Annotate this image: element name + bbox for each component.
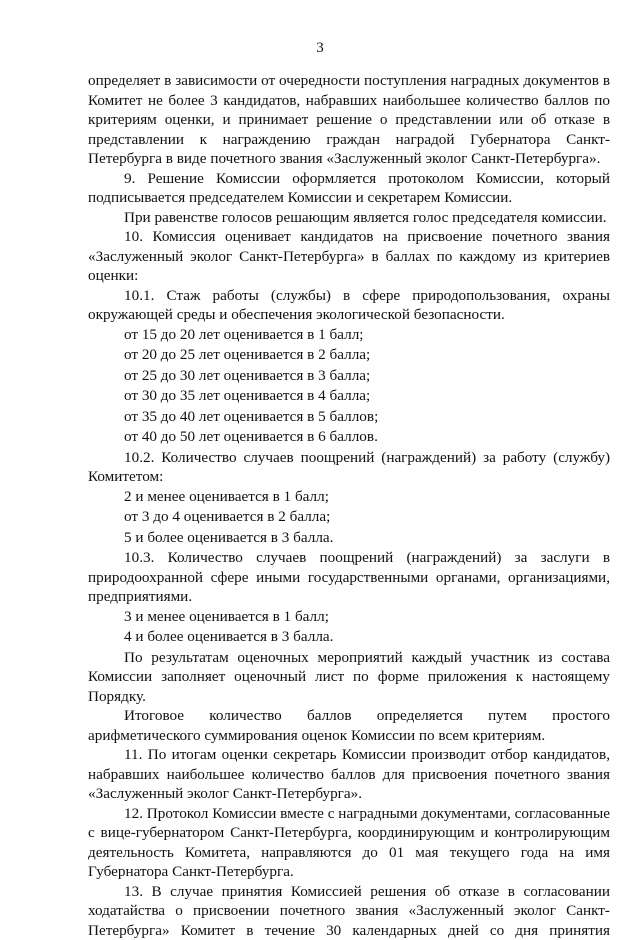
list-item: от 30 до 35 лет оценивается в 4 балла; bbox=[88, 386, 610, 407]
paragraph-evaluation-sheet: По результатам оценочных мероприятий каждый участник из состава Комиссии заполняет оценочный лист по форме приложения к настоящему Порядку. bbox=[88, 648, 610, 707]
paragraph-9: 9. Решение Комиссии оформляется протоколом Комиссии, который подписывается председателем Комиссии и секретарем Комиссии. bbox=[88, 169, 610, 208]
list-item: от 20 до 25 лет оценивается в 2 балла; bbox=[88, 345, 610, 366]
list-item: от 3 до 4 оценивается в 2 балла; bbox=[88, 507, 610, 528]
paragraph-10-2: 10.2. Количество случаев поощрений (награждений) за работу (службу) Комитетом: bbox=[88, 448, 610, 487]
stazh-score-list bbox=[88, 325, 610, 448]
inye-score-list bbox=[88, 607, 610, 648]
document-body bbox=[88, 71, 610, 940]
paragraph-10: 10. Комиссия оценивает кандидатов на присвоение почетного звания «Заслуженный эколог Санкт-Петербурга» в баллах по каждому из критериев оценки: bbox=[88, 227, 610, 286]
page-number: 3 bbox=[0, 40, 640, 57]
paragraph-13: 13. В случае принятия Комиссией решения об отказе в согласовании ходатайства о присвоении почетного звания «Заслуженный эколог Санкт-Петербурга» Комитет в течение 30 календарных дней со дня принятия bbox=[88, 882, 610, 940]
list-item: от 25 до 30 лет оценивается в 3 балла; bbox=[88, 366, 610, 387]
list-item: от 40 до 50 лет оценивается в 6 баллов. bbox=[88, 427, 610, 448]
list-item: от 15 до 20 лет оценивается в 1 балл; bbox=[88, 325, 610, 346]
paragraph-11: 11. По итогам оценки секретарь Комиссии производит отбор кандидатов, набравших наибольшее количество баллов для присвоения почетного звания «Заслуженный эколог Санкт-Петербурга». bbox=[88, 745, 610, 804]
paragraph-12: 12. Протокол Комиссии вместе с наградными документами, согласованные с вице-губернатором Санкт-Петербурга, координирующим и контролирующим деятельность Комитета, направляются до 01 мая текущего года на имя Губернатора Санкт-Петербурга. bbox=[88, 804, 610, 882]
paragraph-tie-vote: При равенстве голосов решающим является голос председателя комиссии. bbox=[88, 208, 610, 228]
list-item: 5 и более оценивается в 3 балла. bbox=[88, 528, 610, 549]
list-item: 4 и более оценивается в 3 балла. bbox=[88, 627, 610, 648]
paragraph-10-3: 10.3. Количество случаев поощрений (награждений) за заслуги в природоохранной сфере иными государственными органами, организациями, предприятиями. bbox=[88, 548, 610, 607]
komitet-score-list bbox=[88, 487, 610, 549]
list-item: 3 и менее оценивается в 1 балл; bbox=[88, 607, 610, 628]
list-item: от 35 до 40 лет оценивается в 5 баллов; bbox=[88, 407, 610, 428]
paragraph-continuation: определяет в зависимости от очередности поступления наградных документов в Комитет не более 3 кандидатов, набравших наибольшее количество баллов по критериям оценки, и принимает решение о представлении или об отказе в представлении к награждению граждан наградой Губернатора Санкт-Петербурга в виде почетного звания «Заслуженный эколог Санкт-Петербурга». bbox=[88, 71, 610, 169]
list-item: 2 и менее оценивается в 1 балл; bbox=[88, 487, 610, 508]
paragraph-10-1: 10.1. Стаж работы (службы) в сфере природопользования, охраны окружающей среды и обеспечения экологической безопасности. bbox=[88, 286, 610, 325]
paragraph-total-score: Итоговое количество баллов определяется путем простого арифметического суммирования оценок Комиссии по всем критериям. bbox=[88, 706, 610, 745]
